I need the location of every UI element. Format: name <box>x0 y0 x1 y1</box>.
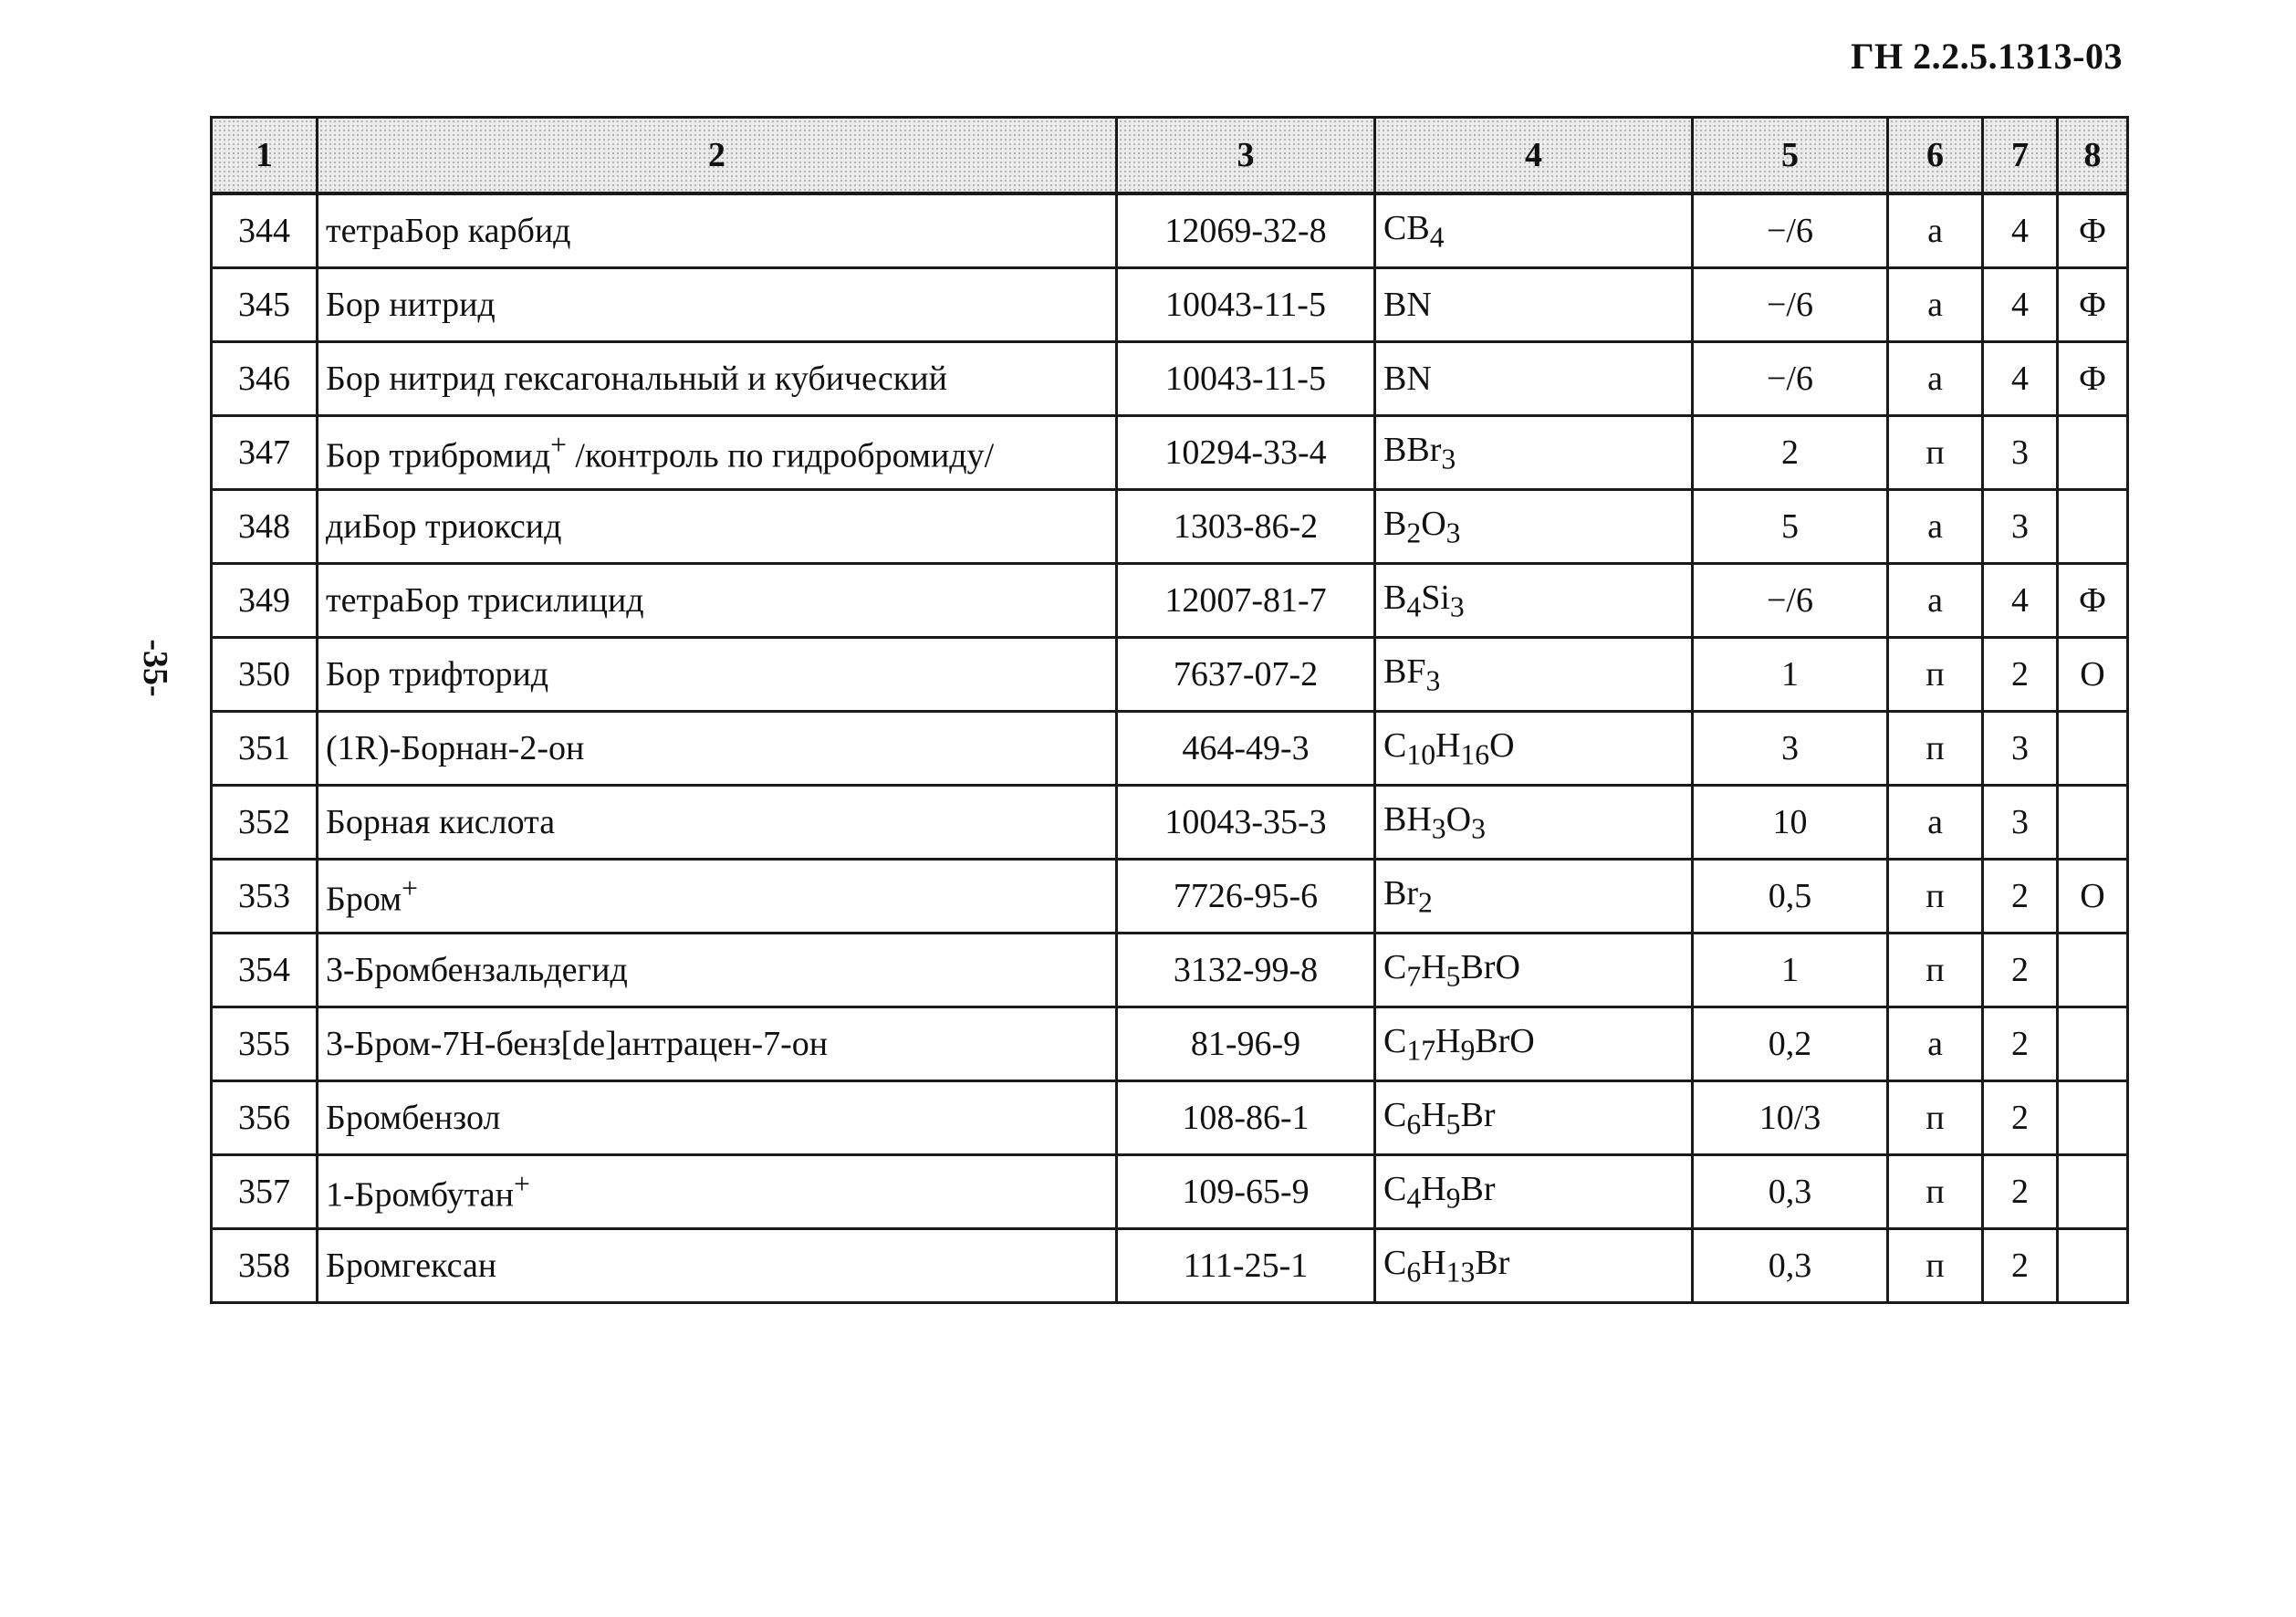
chemical-formula: BN <box>1375 268 1693 342</box>
concentration-value: 3 <box>1693 712 1888 786</box>
row-number: 347 <box>212 416 318 490</box>
chemical-formula: $Br_2$ <box>1375 860 1693 934</box>
row-number: 358 <box>212 1229 318 1303</box>
effect-note <box>2058 934 2128 1007</box>
table-row <box>212 1007 2128 1081</box>
aggregate-state: а <box>1888 1007 1983 1081</box>
cas-number: 109-65-9 <box>1117 1155 1375 1229</box>
aggregate-state: а <box>1888 490 1983 564</box>
column-header-3: 3 <box>1117 118 1375 194</box>
column-header-7: 7 <box>1983 118 2058 194</box>
substance-name: 1-Бромбутан+ <box>318 1155 1117 1229</box>
cas-number: 1303-86-2 <box>1117 490 1375 564</box>
cas-number: 81-96-9 <box>1117 1007 1375 1081</box>
table-header <box>212 118 2128 194</box>
table-row <box>212 638 2128 712</box>
substance-name: Бромгексан <box>318 1229 1117 1303</box>
row-number: 344 <box>212 193 318 268</box>
table-row <box>212 934 2128 1007</box>
column-header-8: 8 <box>2058 118 2128 194</box>
table-row <box>212 860 2128 934</box>
chemical-formula: $CB_4$ <box>1375 193 1693 268</box>
cas-number: 10294-33-4 <box>1117 416 1375 490</box>
concentration-value: 1 <box>1693 934 1888 1007</box>
concentration-value: 0,3 <box>1693 1229 1888 1303</box>
cas-number: 12069-32-8 <box>1117 193 1375 268</box>
table-row <box>212 1081 2128 1155</box>
table-row <box>212 490 2128 564</box>
aggregate-state: п <box>1888 860 1983 934</box>
row-number: 348 <box>212 490 318 564</box>
effect-note: Ф <box>2058 342 2128 416</box>
row-number: 352 <box>212 786 318 860</box>
concentration-value: 10 <box>1693 786 1888 860</box>
cas-number: 7726-95-6 <box>1117 860 1375 934</box>
aggregate-state: а <box>1888 786 1983 860</box>
table-row <box>212 268 2128 342</box>
substance-name: Бром+ <box>318 860 1117 934</box>
effect-note: О <box>2058 638 2128 712</box>
aggregate-state: п <box>1888 712 1983 786</box>
column-header-4: 4 <box>1375 118 1693 194</box>
chemical-formula: $C_6H_5Br$ <box>1375 1081 1693 1155</box>
concentration-value: −/6 <box>1693 193 1888 268</box>
header-row <box>212 118 2128 194</box>
aggregate-state: п <box>1888 1155 1983 1229</box>
table-body <box>212 193 2128 1303</box>
aggregate-state: п <box>1888 1229 1983 1303</box>
aggregate-state: п <box>1888 416 1983 490</box>
effect-note <box>2058 490 2128 564</box>
effect-note: Ф <box>2058 268 2128 342</box>
concentration-value: −/6 <box>1693 342 1888 416</box>
substance-name: Бор трифторид <box>318 638 1117 712</box>
hazard-class: 4 <box>1983 342 2058 416</box>
aggregate-state: п <box>1888 1081 1983 1155</box>
chemical-formula: $B_4Si_3$ <box>1375 564 1693 638</box>
document-code: ГН 2.2.5.1313-03 <box>1851 36 2123 77</box>
concentration-value: 0,5 <box>1693 860 1888 934</box>
row-number: 354 <box>212 934 318 1007</box>
effect-note <box>2058 416 2128 490</box>
row-number: 357 <box>212 1155 318 1229</box>
substance-name: Борная кислота <box>318 786 1117 860</box>
substance-name: 3-Бром-7Н-бенз[de]антрацен-7-он <box>318 1007 1117 1081</box>
effect-note <box>2058 1007 2128 1081</box>
table-row <box>212 193 2128 268</box>
chemical-formula: $C_4H_9Br$ <box>1375 1155 1693 1229</box>
concentration-value: 1 <box>1693 638 1888 712</box>
hazard-class: 3 <box>1983 490 2058 564</box>
aggregate-state: а <box>1888 268 1983 342</box>
cas-number: 464-49-3 <box>1117 712 1375 786</box>
hazard-class: 3 <box>1983 712 2058 786</box>
row-number: 351 <box>212 712 318 786</box>
effect-note: Ф <box>2058 193 2128 268</box>
chemical-formula: $BH_3O_3$ <box>1375 786 1693 860</box>
substance-name: 3-Бромбензальдегид <box>318 934 1117 1007</box>
concentration-value: 2 <box>1693 416 1888 490</box>
table-row <box>212 1229 2128 1303</box>
aggregate-state: п <box>1888 638 1983 712</box>
hazard-class: 2 <box>1983 638 2058 712</box>
cas-number: 108-86-1 <box>1117 1081 1375 1155</box>
hazard-class: 2 <box>1983 934 2058 1007</box>
hazard-class: 2 <box>1983 860 2058 934</box>
chemical-formula: $C_{10}H_{16}O$ <box>1375 712 1693 786</box>
row-number: 349 <box>212 564 318 638</box>
concentration-value: −/6 <box>1693 268 1888 342</box>
chemical-formula: $B_2O_3$ <box>1375 490 1693 564</box>
row-number: 353 <box>212 860 318 934</box>
aggregate-state: а <box>1888 564 1983 638</box>
substance-name: Бор трибромид+ /контроль по гидробромиду/ <box>318 416 1117 490</box>
table-row <box>212 712 2128 786</box>
substance-table-container <box>210 116 2126 1304</box>
row-number: 355 <box>212 1007 318 1081</box>
effect-note <box>2058 786 2128 860</box>
hazard-class: 2 <box>1983 1007 2058 1081</box>
table-row <box>212 416 2128 490</box>
hazard-class: 4 <box>1983 564 2058 638</box>
column-header-1: 1 <box>212 118 318 194</box>
table-row <box>212 342 2128 416</box>
hazard-class: 3 <box>1983 786 2058 860</box>
effect-note <box>2058 712 2128 786</box>
cas-number: 3132-99-8 <box>1117 934 1375 1007</box>
chemical-formula: BN <box>1375 342 1693 416</box>
chemical-formula: $C_7H_5BrO$ <box>1375 934 1693 1007</box>
cas-number: 111-25-1 <box>1117 1229 1375 1303</box>
chemical-formula: BBr$_3$ <box>1375 416 1693 490</box>
substance-name: (1R)-Борнан-2-он <box>318 712 1117 786</box>
hazard-class: 2 <box>1983 1155 2058 1229</box>
table-row <box>212 786 2128 860</box>
substance-name: Бромбензол <box>318 1081 1117 1155</box>
substance-name: диБор триоксид <box>318 490 1117 564</box>
effect-note: О <box>2058 860 2128 934</box>
substance-name: Бор нитрид гексагональный и кубический <box>318 342 1117 416</box>
cas-number: 10043-35-3 <box>1117 786 1375 860</box>
aggregate-state: а <box>1888 342 1983 416</box>
substance-name: Бор нитрид <box>318 268 1117 342</box>
aggregate-state: п <box>1888 934 1983 1007</box>
cas-number: 10043-11-5 <box>1117 342 1375 416</box>
aggregate-state: а <box>1888 193 1983 268</box>
hazard-class: 3 <box>1983 416 2058 490</box>
table-row <box>212 564 2128 638</box>
page-number: -35- <box>136 639 174 697</box>
column-header-6: 6 <box>1888 118 1983 194</box>
cas-number: 7637-07-2 <box>1117 638 1375 712</box>
substance-name: тетраБор трисилицид <box>318 564 1117 638</box>
concentration-value: 0,2 <box>1693 1007 1888 1081</box>
column-header-5: 5 <box>1693 118 1888 194</box>
row-number: 346 <box>212 342 318 416</box>
substance-table <box>210 116 2129 1304</box>
hazard-class: 2 <box>1983 1081 2058 1155</box>
effect-note <box>2058 1155 2128 1229</box>
substance-name: тетраБор карбид <box>318 193 1117 268</box>
effect-note: Ф <box>2058 564 2128 638</box>
row-number: 350 <box>212 638 318 712</box>
concentration-value: 0,3 <box>1693 1155 1888 1229</box>
concentration-value: 10/3 <box>1693 1081 1888 1155</box>
hazard-class: 4 <box>1983 193 2058 268</box>
chemical-formula: $C_6H_{13}Br$ <box>1375 1229 1693 1303</box>
row-number: 345 <box>212 268 318 342</box>
effect-note <box>2058 1081 2128 1155</box>
cas-number: 10043-11-5 <box>1117 268 1375 342</box>
concentration-value: −/6 <box>1693 564 1888 638</box>
table-row <box>212 1155 2128 1229</box>
concentration-value: 5 <box>1693 490 1888 564</box>
column-header-2: 2 <box>318 118 1117 194</box>
chemical-formula: $BF_3$ <box>1375 638 1693 712</box>
effect-note <box>2058 1229 2128 1303</box>
row-number: 356 <box>212 1081 318 1155</box>
hazard-class: 2 <box>1983 1229 2058 1303</box>
cas-number: 12007-81-7 <box>1117 564 1375 638</box>
hazard-class: 4 <box>1983 268 2058 342</box>
chemical-formula: $C_{17}H_9BrO$ <box>1375 1007 1693 1081</box>
